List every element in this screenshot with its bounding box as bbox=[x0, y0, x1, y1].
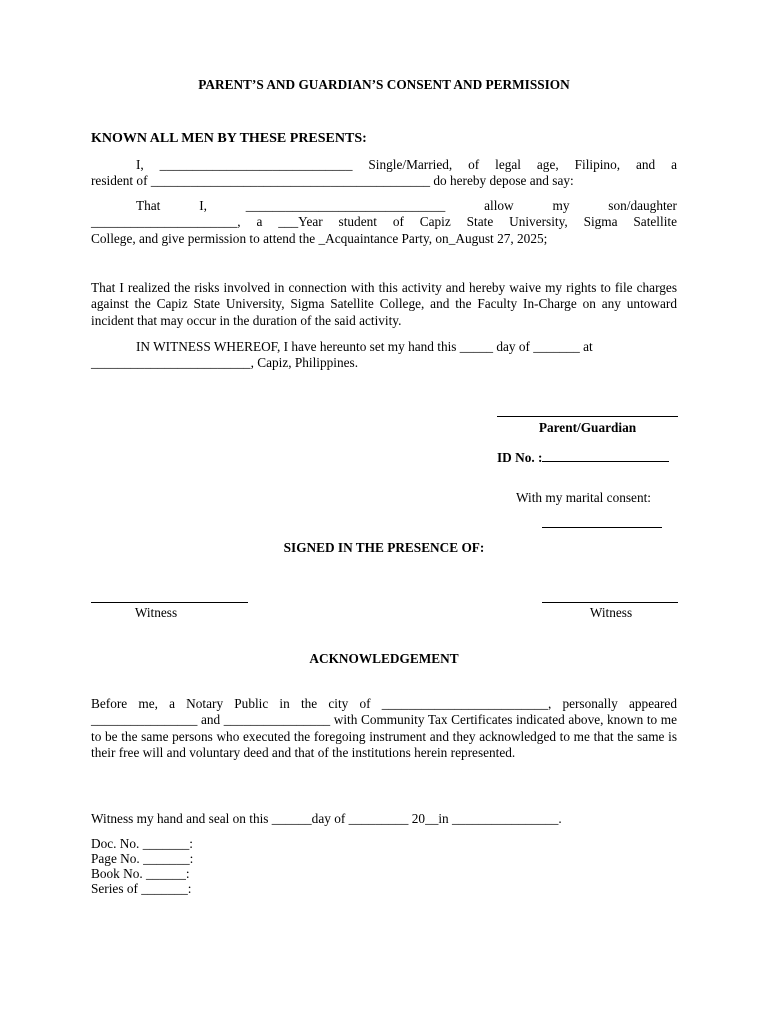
signed-presence-heading: SIGNED IN THE PRESENCE OF: bbox=[283, 540, 485, 555]
acknowledgement-heading: ACKNOWLEDGEMENT bbox=[309, 651, 459, 666]
permission-line-2: ______________________, a ___Year student of Capiz State University, Sigma Satellite bbox=[91, 214, 677, 230]
book-no-field: Book No. ______: bbox=[91, 866, 190, 881]
witness-seal-line: Witness my hand and seal on this ______day of _________ 20__in ________________. bbox=[91, 811, 562, 826]
document-title: PARENT’S AND GUARDIAN’S CONSENT AND PERMISSION bbox=[198, 77, 570, 92]
witness-whereof-line-1: IN WITNESS WHEREOF, I have hereunto set my hand this _____ day of _______ at bbox=[136, 339, 593, 354]
waiver-paragraph: That I realized the risks involved in connection with this activity and hereby waive my rights to file charges against the Capiz State University, Sigma Satellite College, and the Faculty In-Charge on any untoward incident that may occur in the duration of the said activity. bbox=[91, 280, 677, 328]
known-all-men-heading: KNOWN ALL MEN BY THESE PRESENTS: bbox=[91, 131, 367, 146]
doc-no-field: Doc. No. _______: bbox=[91, 836, 193, 851]
id-number-label: ID No. : bbox=[497, 450, 543, 465]
spouse-signature-line bbox=[542, 527, 662, 528]
marital-consent-label: With my marital consent: bbox=[516, 490, 651, 505]
declarant-line-1: I, _____________________________ Single/Married, of legal age, Filipino, and a bbox=[136, 157, 677, 172]
witness-right-label: Witness bbox=[589, 605, 633, 620]
page-no-field: Page No. _______: bbox=[91, 851, 194, 866]
acknowledgement-paragraph bbox=[91, 696, 677, 761]
witness-whereof-line-2: ________________________, Capiz, Philippines. bbox=[91, 355, 359, 371]
parent-signature-line bbox=[497, 416, 678, 417]
permission-line-3: College, and give permission to attend the _Acquaintance Party, on_August 27, 2025; bbox=[91, 230, 548, 246]
acknowledgement-body: ________________ and ________________ with Community Tax Certificates indicated above, known to me to be the same persons who executed the foregoing instrument and they acknowledged to me that the same is their free will and voluntary deed and that of the institutions herein represented. bbox=[91, 712, 677, 760]
id-number-blank bbox=[542, 450, 669, 462]
declarant-line-2: resident of __________________________________________ do hereby depose and say: bbox=[91, 173, 574, 189]
id-number-field bbox=[497, 450, 669, 466]
witness-whereof-paragraph bbox=[91, 339, 677, 372]
permission-paragraph bbox=[91, 198, 677, 247]
series-of-field: Series of _______: bbox=[91, 881, 192, 896]
witness-left-line bbox=[91, 602, 248, 603]
witness-right-line bbox=[542, 602, 678, 603]
declarant-paragraph bbox=[91, 157, 677, 190]
parent-guardian-label: Parent/Guardian bbox=[538, 420, 637, 435]
permission-line-1: That I, ______________________________ allow my son/daughter bbox=[136, 198, 677, 213]
witness-left-label: Witness bbox=[134, 605, 178, 620]
acknowledgement-line-1: Before me, a Notary Public in the city of _________________________, personally appeared bbox=[91, 696, 677, 711]
